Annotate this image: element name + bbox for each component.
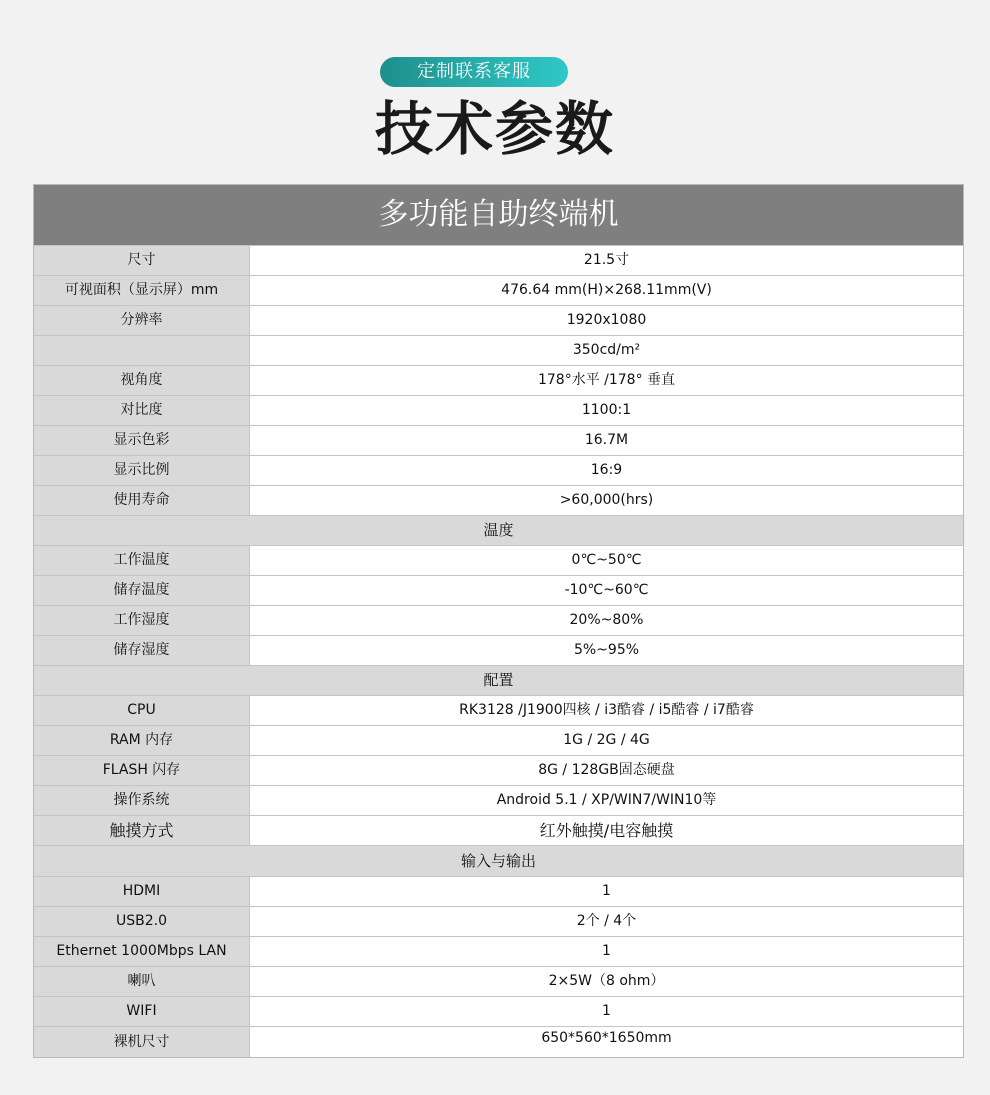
table-row — [34, 605, 963, 635]
row-value: 16.7M — [250, 426, 963, 455]
section-header-config: 配置 — [34, 665, 963, 695]
row-value: 1 — [250, 937, 963, 966]
row-label: 分辨率 — [34, 306, 250, 335]
row-value: 8G / 128GB固态硬盘 — [250, 756, 963, 785]
row-label: FLASH 闪存 — [34, 756, 250, 785]
section-header-temperature: 温度 — [34, 515, 963, 545]
table-row — [34, 455, 963, 485]
row-label: 触摸方式 — [34, 816, 250, 845]
table-row — [34, 876, 963, 906]
row-label: Ethernet 1000Mbps LAN — [34, 937, 250, 966]
table-row — [34, 575, 963, 605]
table-row — [34, 755, 963, 785]
table-row — [34, 425, 963, 455]
table-row — [34, 335, 963, 365]
row-value: 1100:1 — [250, 396, 963, 425]
row-value: 476.64 mm(H)×268.11mm(V) — [250, 276, 963, 305]
table-row — [34, 1026, 963, 1057]
row-label: 视角度 — [34, 366, 250, 395]
row-label: CPU — [34, 696, 250, 725]
page-title: 技术参数 — [374, 95, 615, 163]
table-row — [34, 996, 963, 1026]
row-value: 178°水平 /178° 垂直 — [250, 366, 963, 395]
table-row — [34, 725, 963, 755]
table-row — [34, 695, 963, 725]
row-value: 0℃~50℃ — [250, 546, 963, 575]
row-value: 1 — [250, 997, 963, 1026]
row-label: 操作系统 — [34, 786, 250, 815]
table-header: 多功能自助终端机 — [34, 185, 963, 245]
row-label: 工作温度 — [34, 546, 250, 575]
row-value: 1G / 2G / 4G — [250, 726, 963, 755]
row-label: USB2.0 — [34, 907, 250, 936]
contact-customer-service-badge[interactable]: 定制联系客服 — [380, 57, 568, 87]
row-label — [34, 336, 250, 365]
row-value: RK3128 /J1900四核 / i3酷睿 / i5酷睿 / i7酷睿 — [250, 696, 963, 725]
row-value: 650*560*1650mm — [250, 1027, 963, 1057]
row-label: 裸机尺寸 — [34, 1027, 250, 1057]
row-label: 使用寿命 — [34, 486, 250, 515]
table-row — [34, 305, 963, 335]
table-row — [34, 936, 963, 966]
row-value: 2×5W（8 ohm） — [250, 967, 963, 996]
row-value: 20%~80% — [250, 606, 963, 635]
spec-table — [33, 184, 964, 1058]
row-value: 2个 / 4个 — [250, 907, 963, 936]
row-label: 对比度 — [34, 396, 250, 425]
row-label: 喇叭 — [34, 967, 250, 996]
row-label: 可视面积（显示屏）mm — [34, 276, 250, 305]
row-value: -10℃~60℃ — [250, 576, 963, 605]
section-header-io: 输入与输出 — [34, 845, 963, 876]
row-label: 储存湿度 — [34, 636, 250, 665]
row-value: 350cd/m² — [250, 336, 963, 365]
row-label: RAM 内存 — [34, 726, 250, 755]
row-value: >60,000(hrs) — [250, 486, 963, 515]
row-value: 16:9 — [250, 456, 963, 485]
row-label: WIFI — [34, 997, 250, 1026]
row-label: 显示比例 — [34, 456, 250, 485]
row-value: Android 5.1 / XP/WIN7/WIN10等 — [250, 786, 963, 815]
table-row — [34, 275, 963, 305]
row-value: 21.5寸 — [250, 246, 963, 275]
row-value: 1 — [250, 877, 963, 906]
row-label: HDMI — [34, 877, 250, 906]
table-row — [34, 485, 963, 515]
table-row — [34, 815, 963, 845]
row-value: 5%~95% — [250, 636, 963, 665]
row-value: 红外触摸/电容触摸 — [250, 816, 963, 845]
table-row — [34, 245, 963, 275]
row-label: 工作湿度 — [34, 606, 250, 635]
table-row — [34, 395, 963, 425]
row-label: 尺寸 — [34, 246, 250, 275]
row-label: 储存温度 — [34, 576, 250, 605]
table-row — [34, 545, 963, 575]
table-row — [34, 906, 963, 936]
row-value: 1920x1080 — [250, 306, 963, 335]
row-label: 显示色彩 — [34, 426, 250, 455]
table-row — [34, 785, 963, 815]
table-row — [34, 635, 963, 665]
table-row — [34, 966, 963, 996]
table-row — [34, 365, 963, 395]
